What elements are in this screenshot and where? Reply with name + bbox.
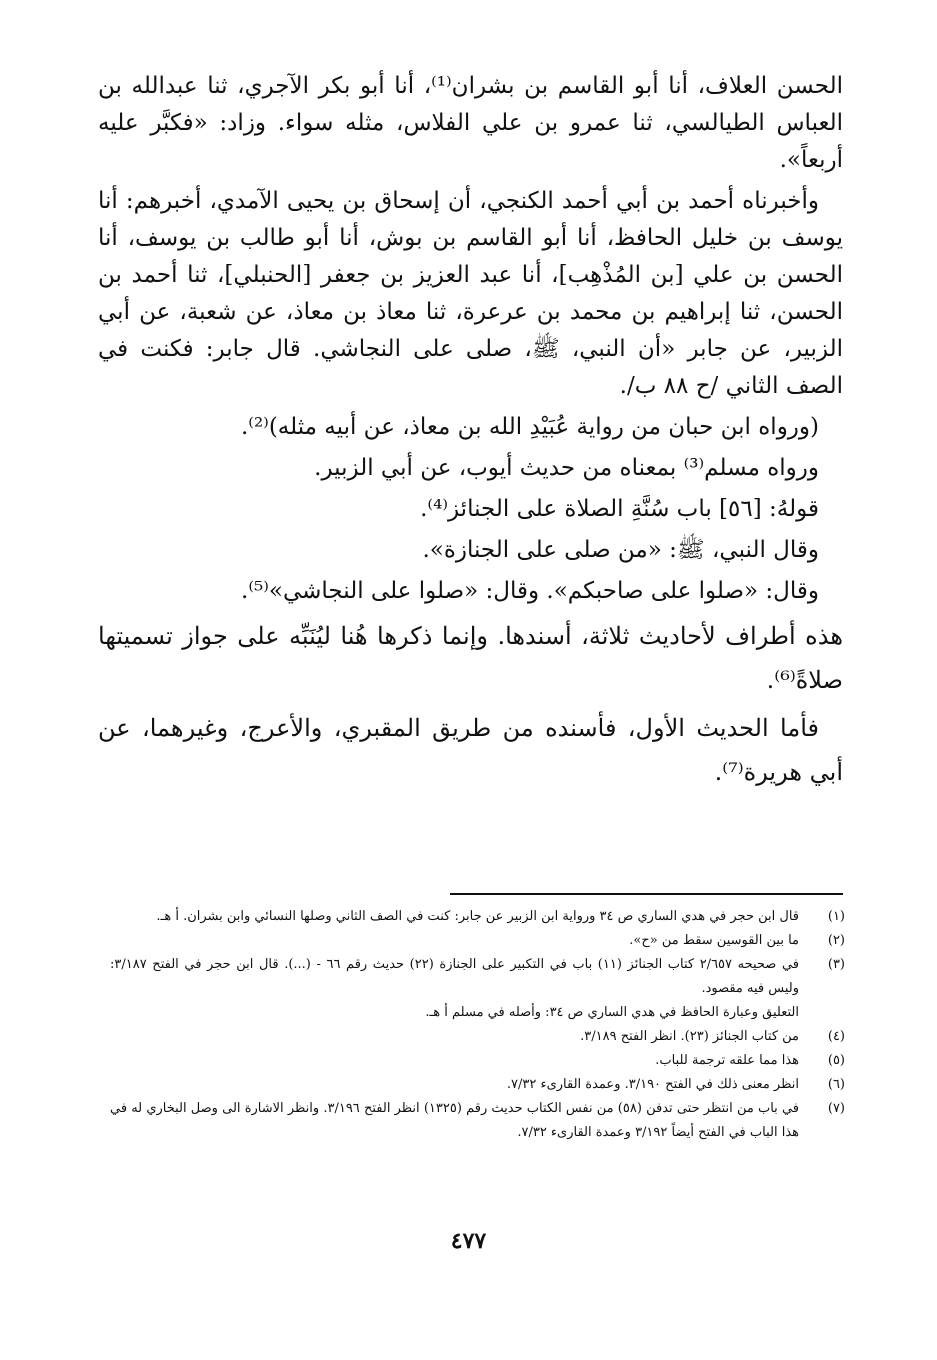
footnote-text: هذا مما علقه ترجمة للباب. bbox=[655, 1053, 799, 1068]
footnote-divider bbox=[450, 893, 843, 895]
footnote-number: (٧) bbox=[827, 1101, 845, 1116]
footnote-item bbox=[110, 1073, 845, 1097]
footnote-text: في باب من انتظر حتى تدفن (٥٨) من نفس الكتاب حديث رقم (١٣٢٥) انظر الفتح ٣/١٩٦. وانظر الاشارة الى وصل البخاري له في هذا الباب في الفتح أيضاً ٣/١٩٢ وعمدة القارىء ٧/٣٢. bbox=[110, 1101, 800, 1140]
footnote-item bbox=[110, 953, 845, 1001]
paragraph-3: (ورواه ابن حبان من رواية عُبَيْدِ الله بن معاذ، عن أبيه مثله)⁽²⁾. bbox=[240, 414, 819, 440]
footnote-number: (٣) bbox=[827, 957, 845, 972]
footnote-item bbox=[110, 1025, 845, 1049]
paragraph-5: قولهُ: [٥٦] باب سُنَّةِ الصلاة على الجنائز⁽⁴⁾. bbox=[420, 496, 819, 522]
paragraph-7: وقال: «صلوا على صاحبكم». وقال: «صلوا على النجاشي»⁽⁵⁾. bbox=[241, 578, 819, 604]
footnote-number: (٤) bbox=[827, 1029, 845, 1044]
footnote-text: التعليق وعبارة الحافظ في هدي الساري ص ٣٤: وأصله في مسلم أ هـ. bbox=[425, 1005, 799, 1020]
footnote-item bbox=[110, 1097, 845, 1145]
footnote-text: ما بين القوسين سقط من «ح». bbox=[629, 933, 799, 948]
footnote-item bbox=[110, 1049, 845, 1073]
footnote-text: من كتاب الجنائز (٢٣). انظر الفتح ٣/١٨٩. bbox=[580, 1029, 799, 1044]
paragraph-8: هذه أطراف لأحاديث ثلاثة، أسندها. وإنما ذكرها هُنا ليُنَبِّه على جواز تسميتها صلاةً⁽⁶⁾. bbox=[98, 622, 843, 694]
paragraph-4: ورواه مسلم⁽³⁾ بمعناه من حديث أيوب، عن أبي الزبير. bbox=[314, 455, 819, 481]
page-number: ٤٧٧ bbox=[450, 1228, 487, 1254]
footnotes bbox=[110, 905, 845, 1145]
footnote-item bbox=[110, 929, 845, 953]
footnote-number: (٥) bbox=[827, 1053, 845, 1068]
footnote-text: انظر معنى ذلك في الفتح ٣/١٩٠. وعمدة القارىء ٧/٣٢. bbox=[506, 1077, 799, 1092]
footnote-text: في صحيحه ٢/٦٥٧ كتاب الجنائز (١١) باب في التكبير على الجنازة (٢٢) حديث رقم ٦٦ - (...). قال ابن حجر في الفتح ٣/١٨٧: وليس فيه مقصود. bbox=[110, 957, 799, 996]
paragraph-9: فأما الحديث الأول، فأسنده من طريق المقبري، والأعرج، وغيرهما، عن أبي هريرة⁽⁷⁾. bbox=[98, 714, 843, 786]
paragraph-6: وقال النبي، ﷺ: «من صلى على الجنازة». bbox=[422, 537, 819, 563]
paragraph-2: وأخبرناه أحمد بن أبي أحمد الكنجي، أن إسحاق بن يحيى الآمدي، أخبرهم: أنا يوسف بن خليل الحافظ، أنا أبو القاسم بن بوش، أنا أبو طالب بن يوسف، أنا الحسن بن علي [بن المُذْهِب]، أنا عبد العزيز بن جعفر [الحنبلي]، ثنا أحمد بن الحسن، ثنا إبراهيم بن محمد بن عرعرة، ثنا معاذ بن معاذ، عن شعبة، عن أبي الزبير، عن جابر «أن النبي، ﷺ، صلى على النجاشي. قال جابر: فكنت في الصف الثاني /ح ٨٨ ب/. bbox=[98, 188, 843, 399]
footnote-continuation bbox=[110, 1001, 845, 1025]
footnote-number: (٢) bbox=[827, 933, 845, 948]
footnote-text: قال ابن حجر في هدي الساري ص ٣٤ ورواية ابن الزبير عن جابر: كنت في الصف الثاني وصلها النسائي وابن بشران. أ هـ. bbox=[156, 909, 799, 924]
footnote-number: (٦) bbox=[827, 1077, 845, 1092]
footnote-item bbox=[110, 905, 845, 929]
footnote-number: (١) bbox=[827, 909, 845, 924]
paragraph-1: الحسن العلاف، أنا أبو القاسم بن بشران⁽¹⁾، أنا أبو بكر الآجري، ثنا عبدالله بن العباس الطيالسي، ثنا عمرو بن علي الفلاس، مثله سواء. وزاد: «فكبَّر عليه أربعاً». bbox=[98, 73, 843, 173]
main-text bbox=[98, 68, 843, 798]
